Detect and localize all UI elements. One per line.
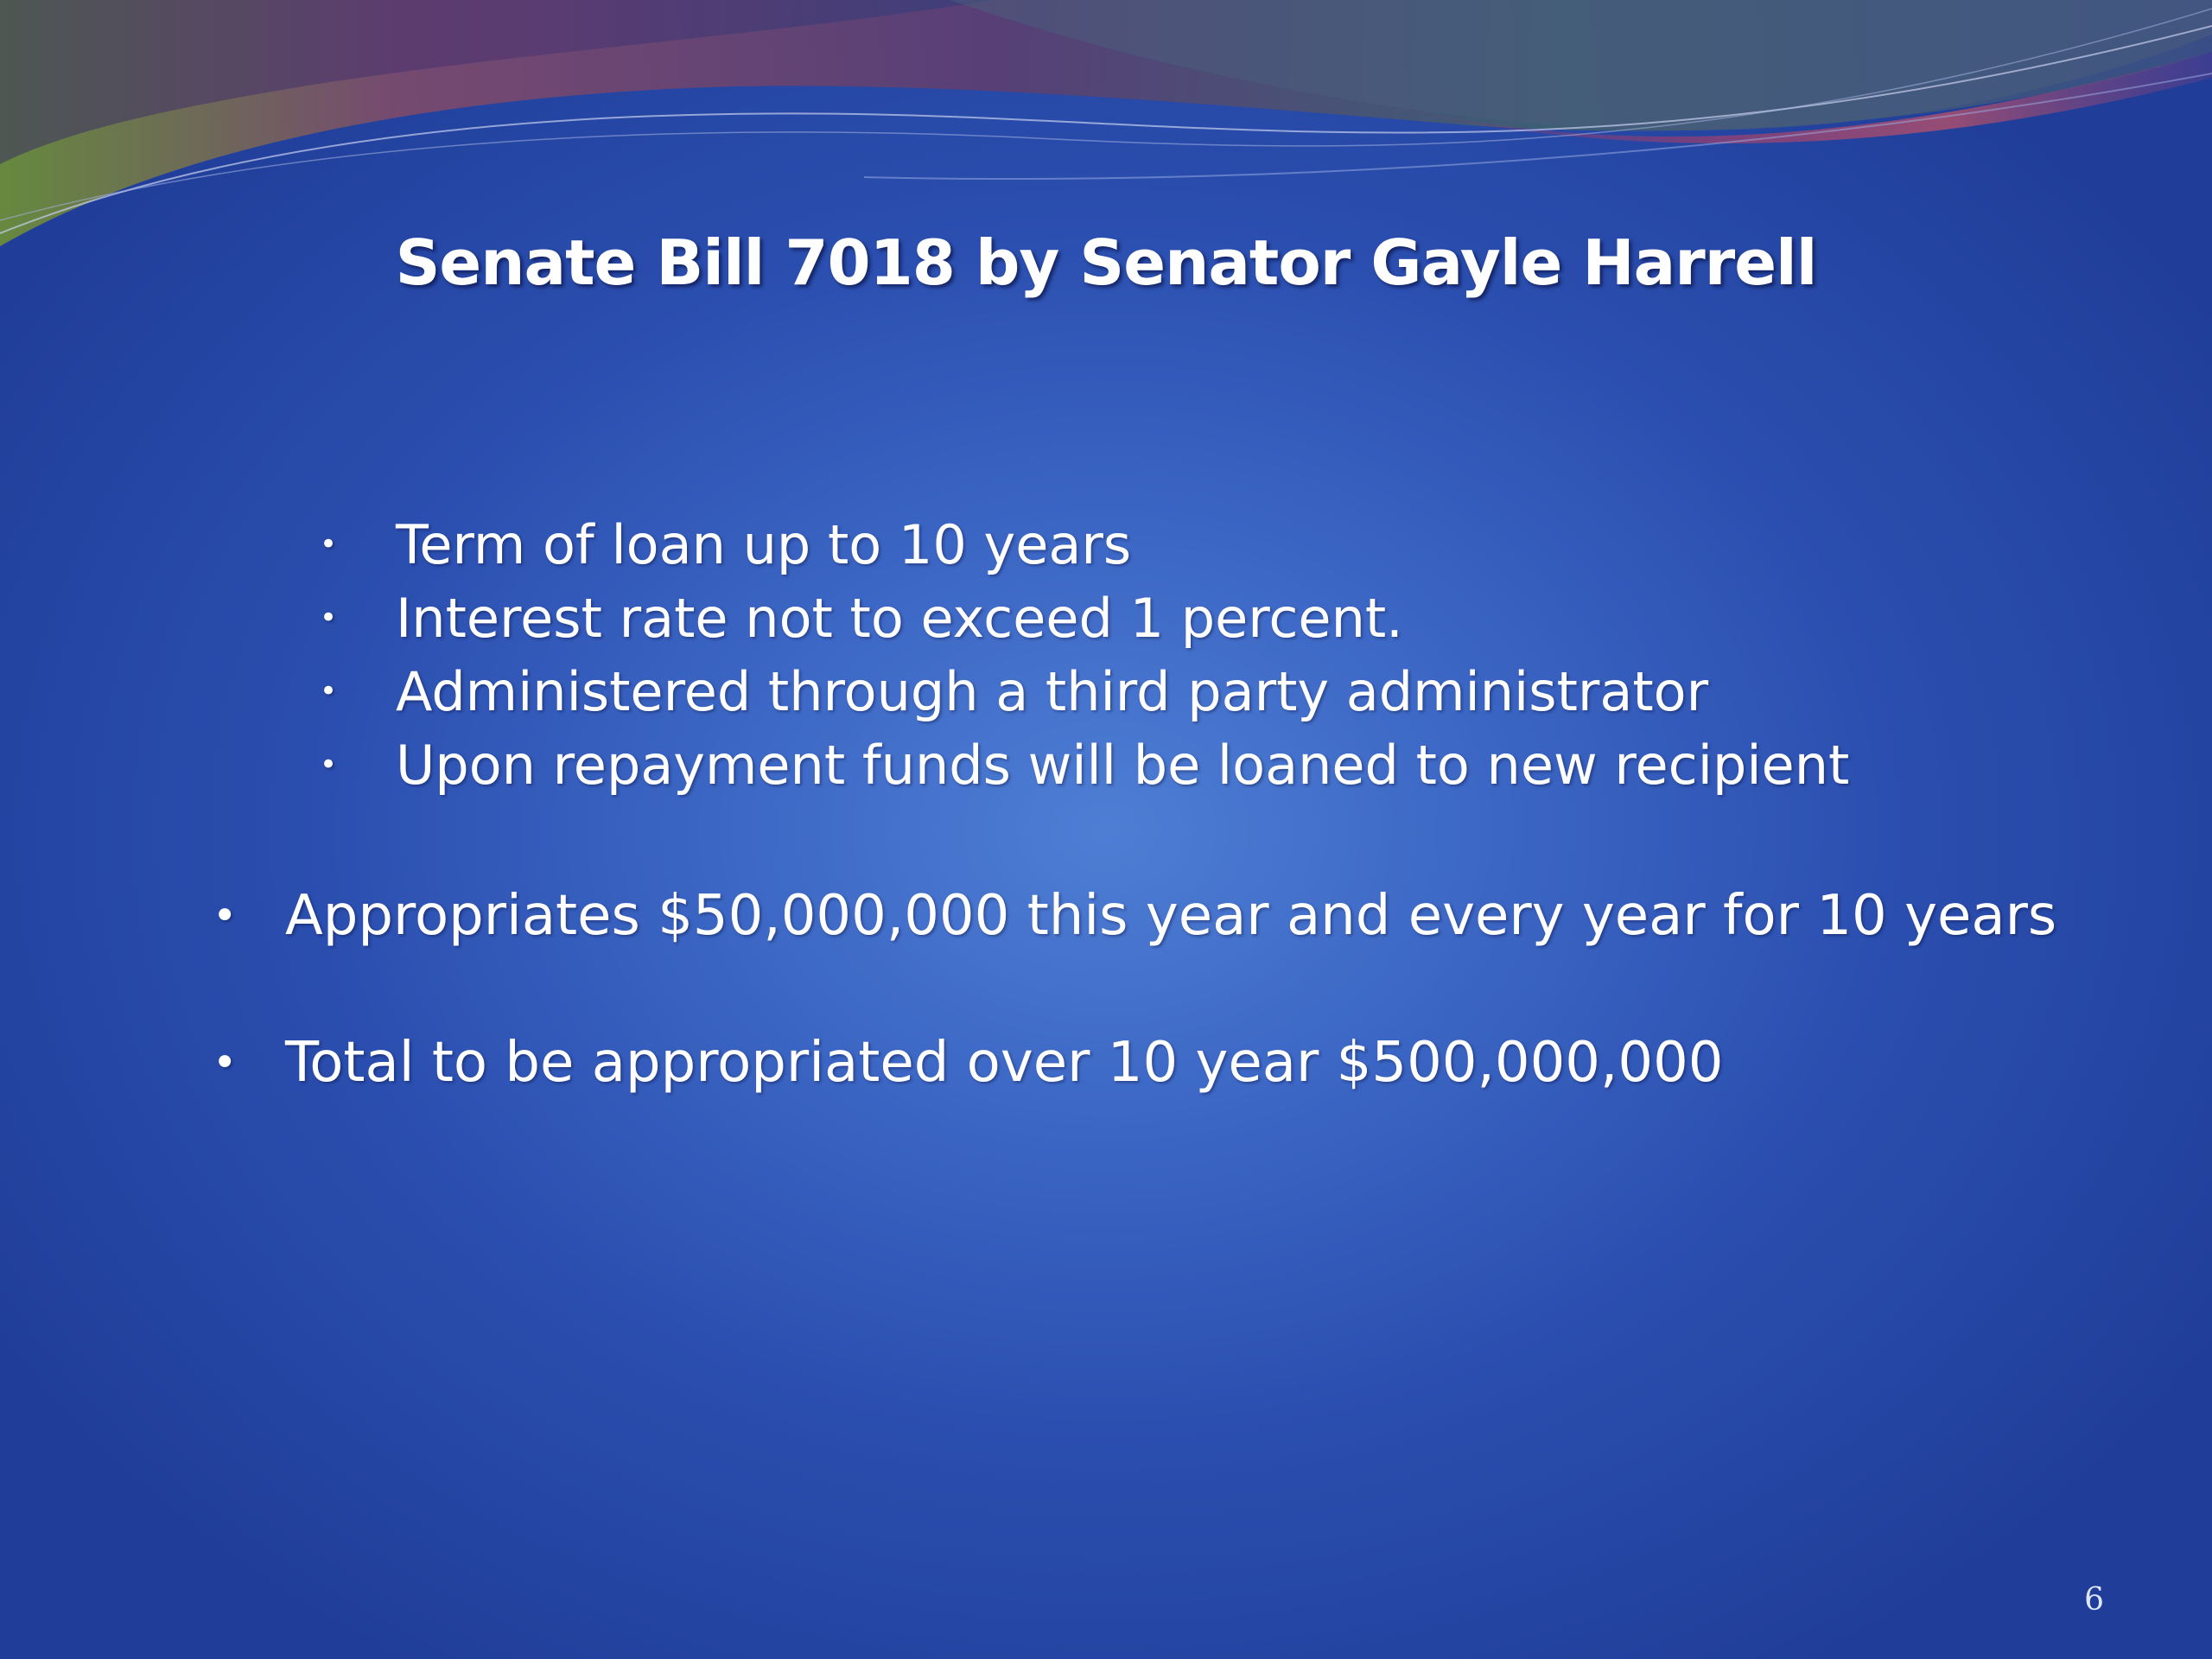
list-item-text: Appropriates $50,000,000 this year and every year for 10 years (285, 884, 2057, 948)
bullet-icon: • (320, 674, 338, 709)
list-item-text: Administered through a third party administrator (396, 660, 1709, 723)
list-item (320, 655, 1849, 728)
list-item-text: Upon repayment funds will be loaned to new recipient (396, 734, 1850, 797)
bullet-icon: • (320, 747, 338, 782)
sub-bullet-list (320, 508, 1849, 802)
header-swoosh-decoration (0, 0, 2212, 259)
list-item-text: Interest rate not to exceed 1 percent. (396, 587, 1403, 650)
bullet-icon: • (320, 527, 338, 562)
bullet-icon: • (213, 1039, 238, 1087)
list-item (320, 508, 1849, 582)
list-item (320, 582, 1849, 655)
list-item (213, 880, 2056, 953)
main-bullet-list (213, 880, 2056, 1173)
page-number: 6 (2084, 1582, 2104, 1618)
list-item (320, 728, 1849, 802)
list-item-text: Total to be appropriated over 10 year $500,000,000 (285, 1031, 1724, 1095)
slide-title: Senate Bill 7018 by Senator Gayle Harrell (395, 226, 1817, 299)
bullet-icon: • (320, 601, 338, 635)
list-item (213, 1027, 2056, 1100)
bullet-icon: • (213, 892, 238, 940)
list-item-text: Term of loan up to 10 years (396, 513, 1132, 576)
